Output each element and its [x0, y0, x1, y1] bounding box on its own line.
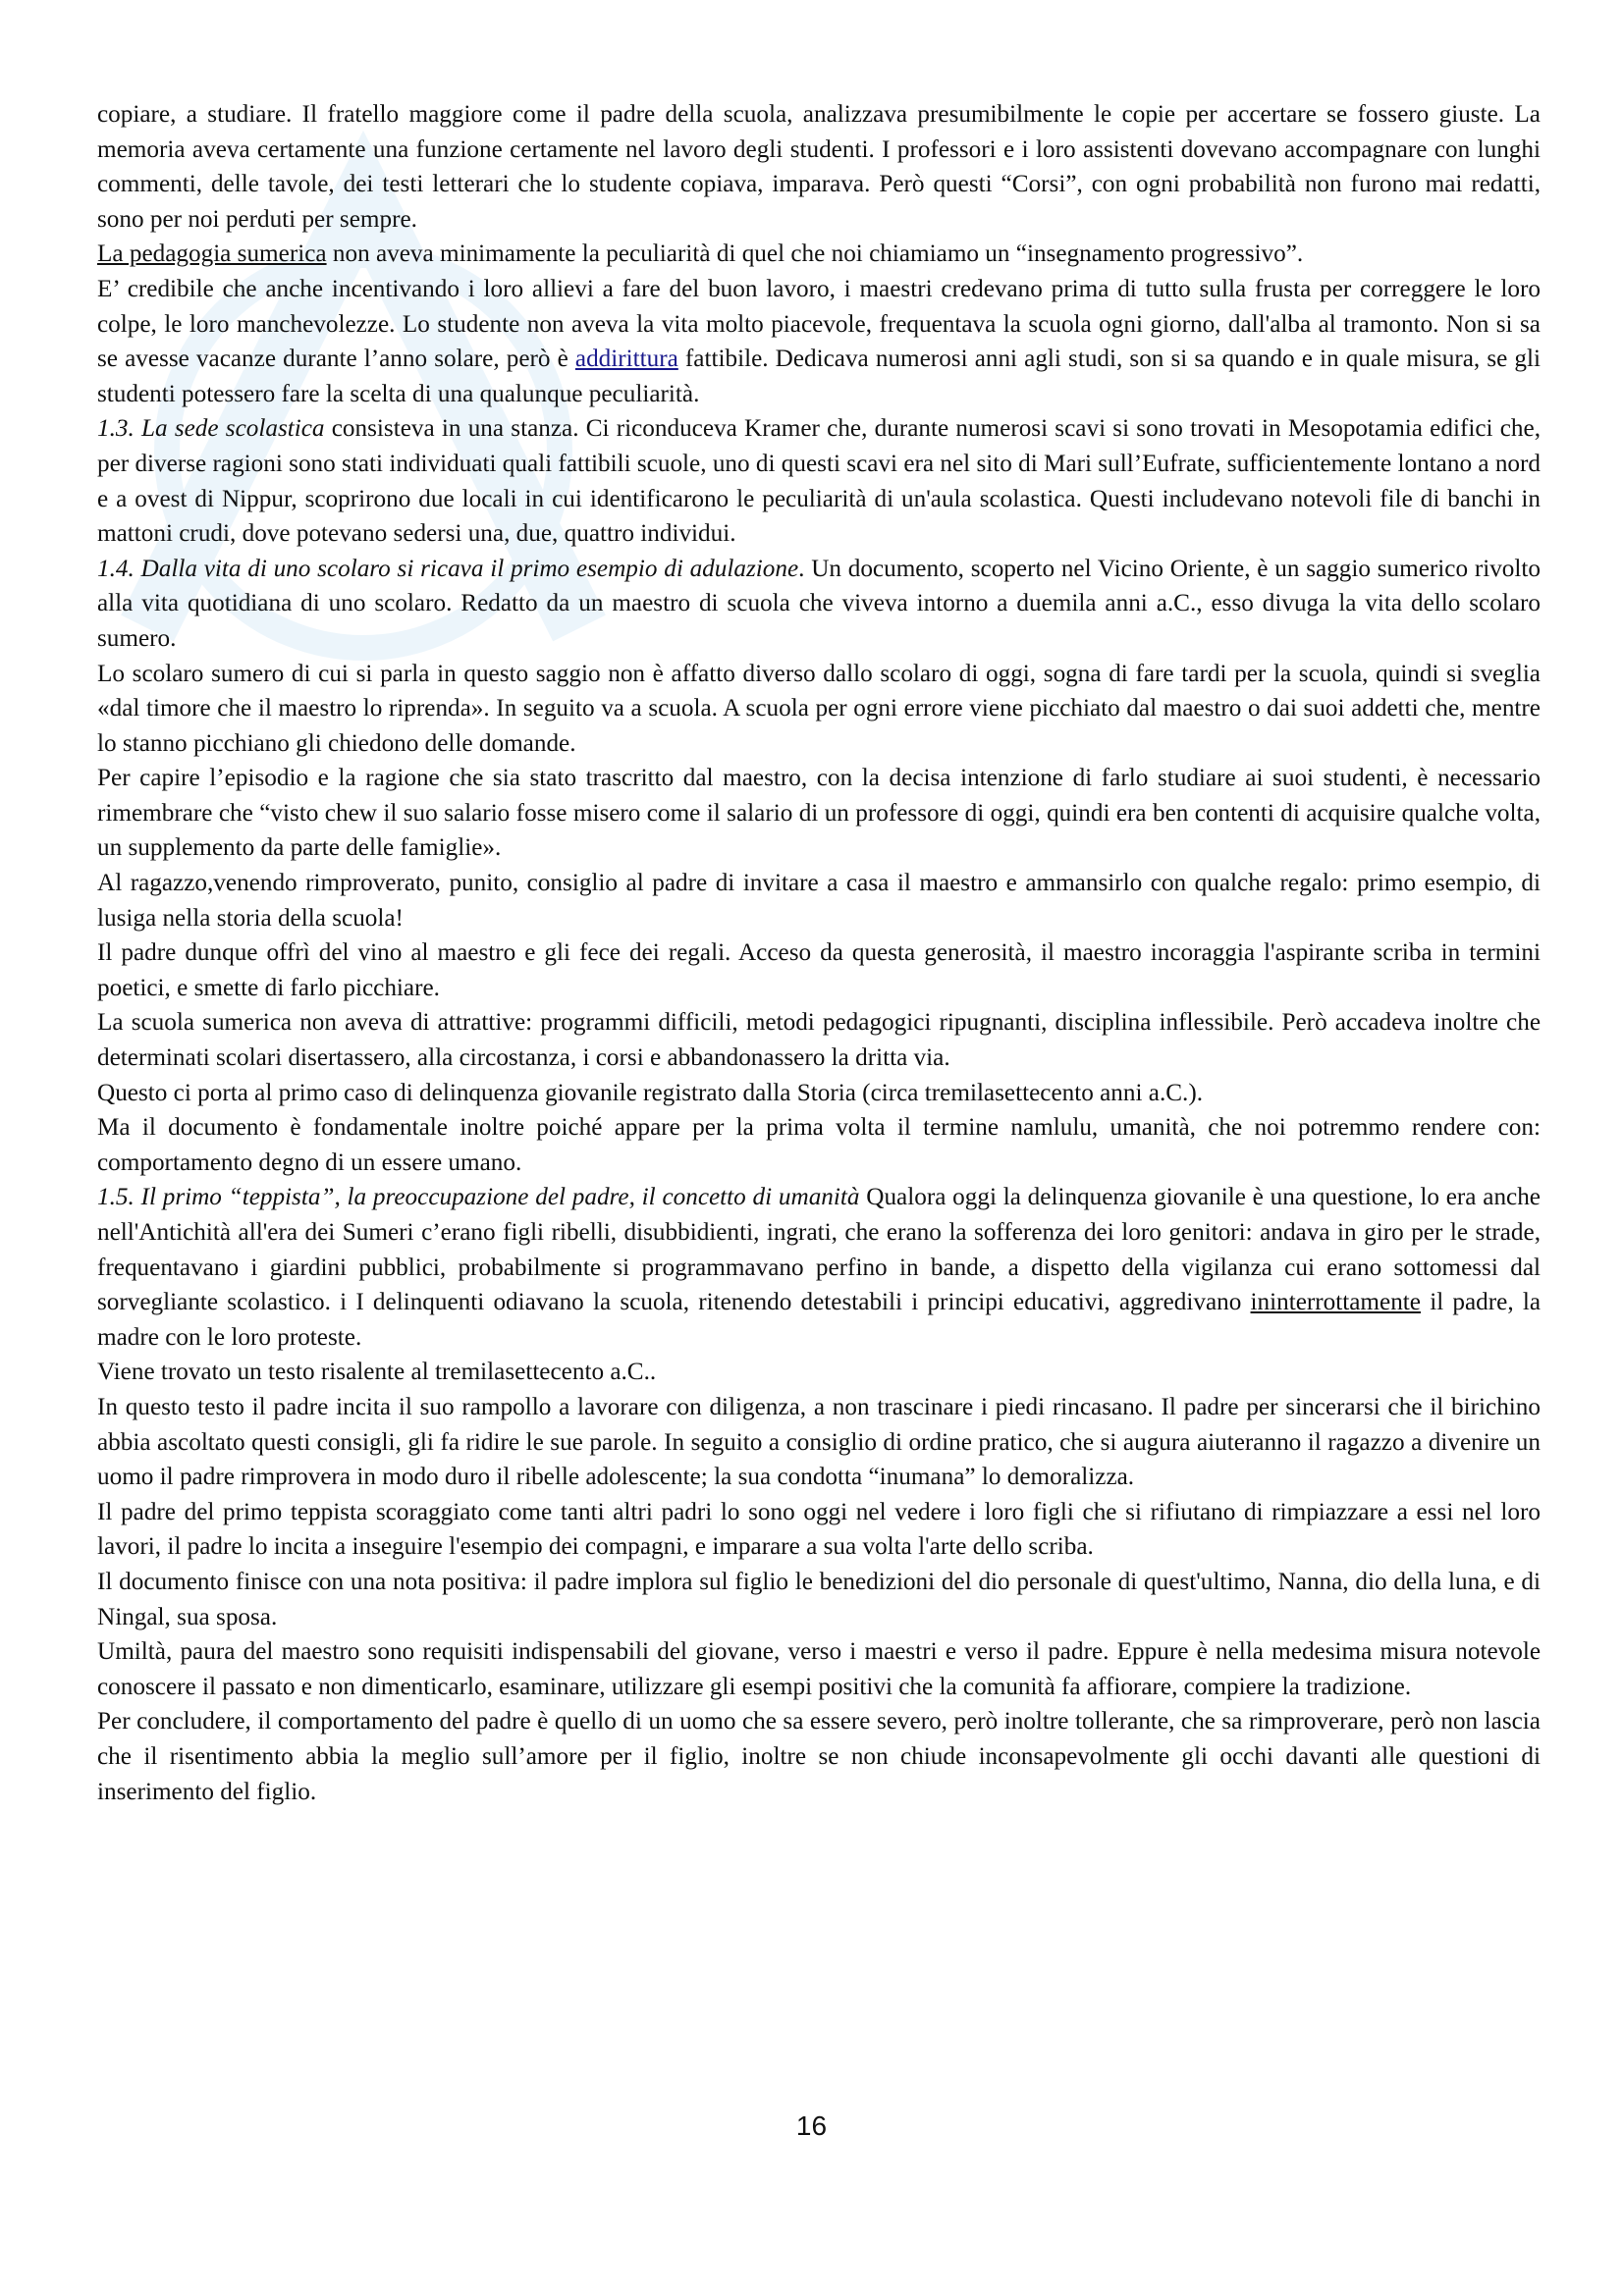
paragraph: In questo testo il padre incita il suo rampollo a lavorare con diligenza, a non trascinare i piedi rincasano. Il padre per sincerarsi che il birichino abbia ascoltato questi consigli, gli fa ridire le sue parole. In seguito a consiglio di ordine pratico, che si augura aiuteranno il ragazzo a divenire un uomo il padre rimprovera in modo duro il ribelle adolescente; la sua condotta “inumana” lo demoralizza.: [97, 1393, 1541, 1491]
paragraph: Umiltà, paura del maestro sono requisiti indispensabili del giovane, verso i maestri e verso il padre. Eppure è nella medesima misura notevole conoscere il passato e non dimenticarlo, esaminare, utilizzare gli esempi positivi che la comunità fa affiorare, compiere la tradizione.: [97, 1638, 1541, 1700]
paragraph: Lo scolaro sumero di cui si parla in questo saggio non è affatto diverso dallo scolaro di oggi, sogna di fare tardi per la scuola, quindi si sveglia «dal timore che il maestro lo riprenda». In seguito va a scuola. A scuola per ogni errore viene picchiato dal maestro o dai suoi addetti che, mentre lo stanno picchiano gli chiedono delle domande.: [97, 660, 1541, 757]
paragraph: 1.4. Dalla vita di uno scolaro si ricava il primo esempio di adulazione. Un documento, scoperto nel Vicino Oriente, è un saggio sumerico rivolto alla vita quotidiana di uno scolaro. Redatto da un maestro di scuola che viveva intorno a duemila anni a.C., esso divuga la vita dello scolaro sumero.: [97, 555, 1541, 652]
paragraph: 1.3. La sede scolastica consisteva in una stanza. Ci riconduceva Kramer che, durante numerosi scavi si sono trovati in Mesopotamia edifici che, per diverse ragioni sono stati individuati quali fattibili scuole, uno di questi scavi era nel sito di Mari sull’Eufrate, sufficientemente lontano a nord e a ovest di Nippur, scoprirono due locali in cui identificarono le peculiarità di un'aula scolastica. Questi includevano notevoli file di banchi in mattoni crudi, dove potevano sedersi una, due, quattro individui.: [97, 415, 1541, 548]
page-number: 16: [795, 2110, 828, 2141]
paragraph: La scuola sumerica non aveva di attrattive: programmi difficili, metodi pedagogici ripugnanti, disciplina inflessibile. Però accadeva inoltre che determinati scolari disertassero, alla circostanza, i corsi e abbandonassero la dritta via.: [97, 1009, 1541, 1072]
underlined-phrase: La pedagogia sumerica: [97, 240, 327, 268]
hyperlink[interactable]: addirittura: [574, 346, 678, 373]
paragraph: 1.5. Il primo “teppista”, la preoccupazione del padre, il concetto di umanità Qualora oggi la delinquenza giovanile è una questione, lo era anche nell'Antichità all'era dei Sumeri c’erano figli ribelli, disubbidienti, ingrati, che erano la sofferenza dei loro genitori: andava in giro per le strade, frequentavano i giardini pubblici, probabilmente si programmavano perfino in bande, a dispetto della vigilanza cui erano sottomessi dal sorvegliante scolastico. i I delinquenti odiavano la scuola, ritenendo detestabili i principi educativi, aggredivano ininterrottamente il padre, la madre con le loro proteste.: [97, 1184, 1542, 1351]
paragraph: Ma il documento è fondamentale inoltre poiché appare per la prima volta il termine namlulu, umanità, che noi potremmo rendere con: comportamento degno di un essere umano.: [97, 1114, 1541, 1176]
paragraph: Questo ci porta al primo caso di delinquenza giovanile registrato dalla Storia (circa tremilasettecento anni a.C.).: [97, 1079, 1204, 1106]
paragraph: Al ragazzo,venendo rimproverato, punito, consiglio al padre di invitare a casa il maestro e ammansirlo con qualche regalo: primo esempio, di lusiga nella storia della scuola!: [97, 870, 1541, 932]
paragraph: La pedagogia sumerica non aveva minimamente la peculiarità di quel che noi chiamiamo un “insegnamento progressivo”.: [97, 240, 1304, 268]
section-heading: 1.5. Il primo “teppista”, la preoccupazione del padre, il concetto di umanità: [97, 1184, 860, 1211]
paragraph: Il padre del primo teppista scoraggiato come tanti altri padri lo sono oggi nel vedere i loro figli che si rifiutano di rimpiazzare a essi nel loro lavori, il padre lo incita a inseguire l'esempio dei compagni, e imparare a sua volta l'arte dello scriba.: [97, 1498, 1541, 1561]
section-heading: 1.4. Dalla vita di uno scolaro si ricava il primo esempio di adulazione: [97, 555, 799, 582]
paragraph: copiare, a studiare. Il fratello maggiore come il padre della scuola, analizzava presumibilmente le copie per accertare se fossero giuste. La memoria aveva certamente una funzione certamente nel lavoro degli studenti. I professori e i loro assistenti dovevano accompagnare con lunghi commenti, delle tavole, dei testi letterari che lo studente copiava, imparava. Però questi “Corsi”, con ogni probabilità non furono mai redatti, sono per noi perduti per sempre.: [97, 101, 1541, 233]
paragraph: E’ credibile che anche incentivando i loro allievi a fare del buon lavoro, i maestri credevano prima di tutto sulla frusta per correggere le loro colpe, le loro manchevolezze. Lo studente non aveva la vita molto piacevole, frequentava la scuola ogni giorno, dall'alba al tramonto. Non si sa se avesse vacanze durante l’anno solare, però è addirittura fattibile. Dedicava numerosi anni agli studi, son si sa quando e in quale misura, se gli studenti potessero fare la scelta di una qualunque peculiarità.: [97, 275, 1542, 407]
paragraph: Per capire l’episodio e la ragione che sia stato trascritto dal maestro, con la decisa intenzione di farlo studiare ai suoi studenti, è necessario rimembrare che “visto chew il suo salario fosse misero come il salario di un professore di oggi, quindi era ben contenti di acquisire qualche volta, un supplemento da parte delle famiglie».: [97, 765, 1541, 862]
paragraph: Il padre dunque offrì del vino al maestro e gli fece dei regali. Acceso da questa generosità, il maestro incoraggia l'aspirante scriba in termini poetici, e smette di farlo picchiare.: [97, 939, 1541, 1001]
paragraph: Il documento finisce con una nota positiva: il padre implora sul figlio le benedizioni del dio personale di quest'ultimo, Nanna, dio della luna, e di Ningal, sua sposa.: [97, 1568, 1541, 1630]
section-heading: 1.3. La sede scolastica: [97, 415, 325, 443]
paragraph: Viene trovato un testo risalente al tremilasettecento a.C..: [97, 1359, 657, 1386]
document-body: [97, 97, 1541, 1809]
underlined-word: ininterrottamente: [1250, 1289, 1421, 1316]
paragraph: Per concludere, il comportamento del padre è quello di un uomo che sa essere severo, però inoltre tollerante, che sa rimproverare, però non lascia che il risentimento abbia la meglio sull’amore per il figlio, inoltre se non chiude inconsapevolmente gli occhi davanti alle questioni di inserimento del figlio.: [97, 1708, 1541, 1805]
